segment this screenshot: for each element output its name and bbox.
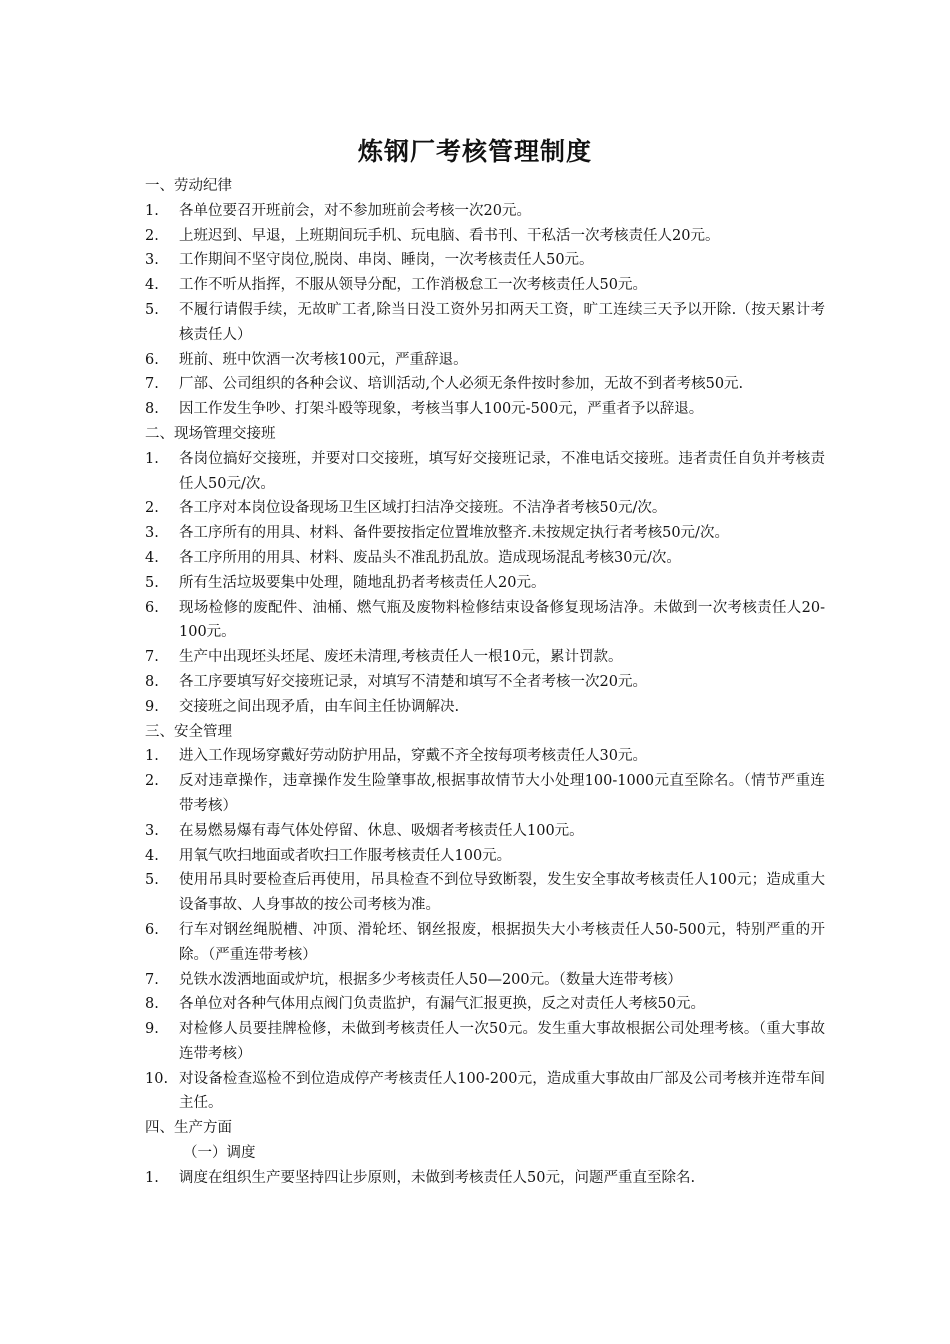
document-body xyxy=(145,174,825,1191)
list-item-number: 3. xyxy=(145,822,159,839)
list-item xyxy=(145,992,825,1017)
list-item-text: 生产中出现坯头坯尾、废坯未清理,考核责任人一根10元，累计罚款。 xyxy=(179,649,623,666)
list-item-number: 9. xyxy=(145,1021,159,1038)
list-item-number: 9. xyxy=(145,698,159,715)
list-item xyxy=(145,571,825,596)
section-subheading: （一）调度 xyxy=(183,1145,256,1162)
list-item-number: 5. xyxy=(145,872,159,889)
list-item-number: 3. xyxy=(145,525,159,542)
section-heading: 三、安全管理 xyxy=(145,723,232,740)
list-item-number: 6. xyxy=(145,351,159,368)
list-item-number: 2. xyxy=(145,500,159,517)
list-item-text: 工作期间不坚守岗位,脱岗、串岗、睡岗，一次考核责任人50元。 xyxy=(179,252,594,269)
list-item-text: 上班迟到、早退，上班期间玩手机、玩电脑、看书刊、干私活一次考核责任人20元。 xyxy=(179,227,720,244)
document-title: 炼钢厂考核管理制度 xyxy=(357,137,592,166)
list-item-number: 1. xyxy=(145,1169,159,1186)
list-item-text: 各工序要填写好交接班记录，对填写不清楚和填写不全者考核一次20元。 xyxy=(179,673,647,690)
list-item-text: 行车对钢丝绳脱槽、冲顶、滑轮坯、钢丝报废，根据损失大小考核责任人50-500元，特别严重的开除。（严重连带考核） xyxy=(179,921,825,963)
list-item xyxy=(145,372,825,397)
list-item-number: 3. xyxy=(145,252,159,269)
list-item-number: 10. xyxy=(145,1070,169,1087)
list-item xyxy=(145,670,825,695)
list-item xyxy=(145,918,825,968)
list-item-text: 调度在组织生产要坚持四让步原则，未做到考核责任人50元，问题严重直至除名. xyxy=(179,1169,696,1186)
list-item-number: 8. xyxy=(145,996,159,1013)
list-item xyxy=(145,844,825,869)
list-item xyxy=(145,1017,825,1067)
list-item-text: 厂部、公司组织的各种会议、培训活动,个人必须无条件按时参加，无故不到者考核50元. xyxy=(179,376,744,393)
list-item-text: 交接班之间出现矛盾，由车间主任协调解决. xyxy=(179,698,460,715)
list-item-text: 对设备检查巡检不到位造成停产考核责任人100-200元，造成重大事故由厂部及公司考核并连带车间主任。 xyxy=(179,1070,825,1112)
list-item-number: 6. xyxy=(145,921,159,938)
list-item-text: 班前、班中饮酒一次考核100元，严重辞退。 xyxy=(179,351,468,368)
list-item-text: 不履行请假手续，无故旷工者,除当日没工资外另扣两天工资，旷工连续三天予以开除.（按天累计考核责任人） xyxy=(179,301,825,343)
list-item-number: 7. xyxy=(145,971,159,988)
list-item xyxy=(145,546,825,571)
list-item-number: 6. xyxy=(145,599,159,616)
list-item-text: 各单位要召开班前会，对不参加班前会考核一次20元。 xyxy=(179,202,531,219)
list-item-number: 1. xyxy=(145,450,159,467)
list-item-text: 各单位对各种气体用点阀门负责监护，有漏气汇报更换，反之对责任人考核50元。 xyxy=(179,996,705,1013)
list-item xyxy=(145,645,825,670)
list-item-number: 7. xyxy=(145,376,159,393)
list-item xyxy=(145,521,825,546)
list-item xyxy=(145,348,825,373)
list-item-number: 5. xyxy=(145,301,159,318)
list-item-text: 工作不听从指挥，不服从领导分配，工作消极怠工一次考核责任人50元。 xyxy=(179,277,647,294)
list-item xyxy=(145,744,825,769)
section-heading: 一、劳动纪律 xyxy=(145,178,232,194)
list-item-number: 1. xyxy=(145,748,159,765)
list-item-number: 2. xyxy=(145,773,159,790)
list-item xyxy=(145,1067,825,1117)
list-item xyxy=(145,868,825,918)
list-item-text: 进入工作现场穿戴好劳动防护用品，穿戴不齐全按每项考核责任人30元。 xyxy=(179,748,647,765)
list-item-text: 因工作发生争吵、打架斗殴等现象，考核当事人100元-500元，严重者予以辞退。 xyxy=(179,401,704,418)
list-item xyxy=(145,248,825,273)
list-item xyxy=(145,447,825,497)
list-item xyxy=(145,496,825,521)
list-item-number: 5. xyxy=(145,574,159,591)
list-item xyxy=(145,397,825,422)
list-item-number: 2. xyxy=(145,227,159,244)
list-item-number: 4. xyxy=(145,277,159,294)
list-item-text: 使用吊具时要检查后再使用，吊具检查不到位导致断裂，发生安全事故考核责任人100元；造成重大设备事故、人身事故的按公司考核为准。 xyxy=(179,872,825,914)
list-item xyxy=(145,199,825,224)
list-item-number: 7. xyxy=(145,649,159,666)
list-item-text: 现场检修的废配件、油桶、燃气瓶及废物料检修结束设备修复现场洁净。未做到一次考核责任人20-100元。 xyxy=(179,599,825,641)
list-item xyxy=(145,273,825,298)
list-item-number: 1. xyxy=(145,202,159,219)
section-heading: 四、生产方面 xyxy=(145,1120,232,1137)
list-item-number: 4. xyxy=(145,549,159,566)
section-heading: 二、现场管理交接班 xyxy=(145,425,276,442)
list-item-number: 8. xyxy=(145,673,159,690)
list-item-text: 用氧气吹扫地面或者吹扫工作服考核责任人100元。 xyxy=(179,847,512,864)
list-item xyxy=(145,819,825,844)
list-item-text: 所有生活垃圾要集中处理，随地乱扔者考核责任人20元。 xyxy=(179,574,546,591)
list-item-text: 各工序对本岗位设备现场卫生区域打扫洁净交接班。不洁净者考核50元/次。 xyxy=(179,500,667,517)
list-item-text: 反对违章操作，违章操作发生险肇事故,根据事故情节大小处理100-1000元直至除名。（情节严重连带考核） xyxy=(179,773,825,814)
list-item xyxy=(145,1166,825,1191)
list-item-number: 8. xyxy=(145,401,159,418)
list-item-text: 兑铁水泼洒地面或炉坑，根据多少考核责任人50—200元。（数量大连带考核） xyxy=(179,971,682,988)
list-item-number: 4. xyxy=(145,847,159,864)
list-item xyxy=(145,298,825,348)
list-item-text: 各工序所有的用具、材料、备件要按指定位置堆放整齐.未按规定执行者考核50元/次。 xyxy=(179,525,729,542)
list-item xyxy=(145,769,825,819)
list-item xyxy=(145,224,825,249)
list-item-text: 对检修人员要挂牌检修，未做到考核责任人一次50元。发生重大事故根据公司处理考核。（重大事故连带考核） xyxy=(179,1021,825,1062)
list-item xyxy=(145,695,825,720)
list-item xyxy=(145,596,825,646)
list-item xyxy=(145,968,825,993)
list-item-text: 在易燃易爆有毒气体处停留、休息、吸烟者考核责任人100元。 xyxy=(179,822,584,839)
list-item-text: 各工序所用的用具、材料、废品头不准乱扔乱放。造成现场混乱考核30元/次。 xyxy=(179,549,681,566)
list-item-text: 各岗位搞好交接班，并要对口交接班，填写好交接班记录，不准电话交接班。违者责任自负并考核责任人50元/次。 xyxy=(179,450,825,492)
